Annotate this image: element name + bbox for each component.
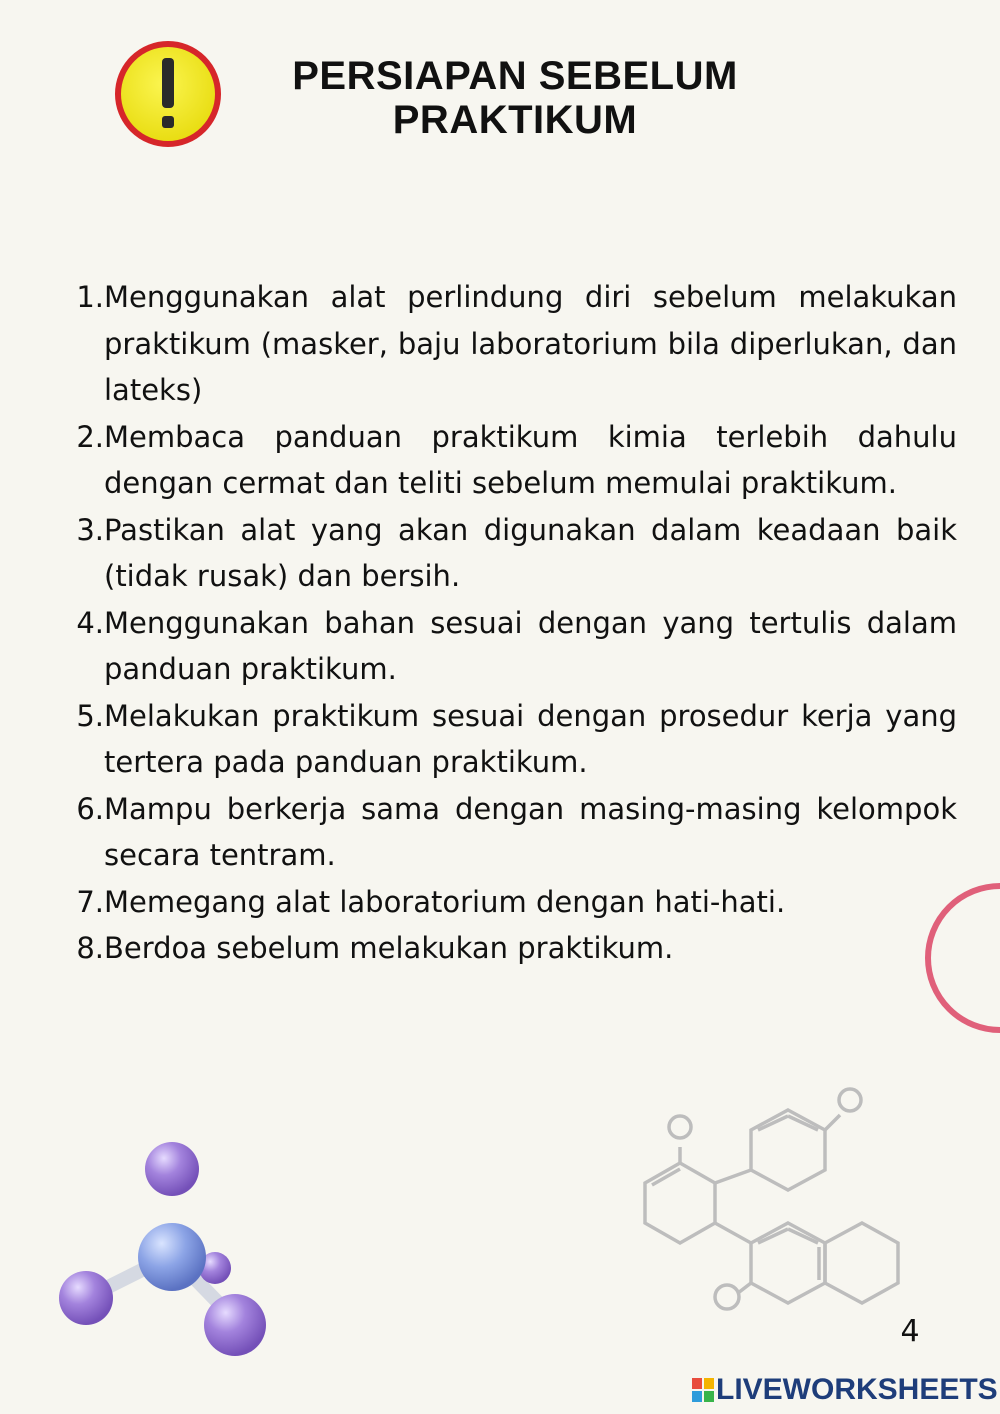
- list-item-text: Membaca panduan praktikum kimia terlebih dahulu dengan cermat dan teliti sebelum memulai praktikum.: [104, 419, 957, 500]
- list-item: [62, 600, 957, 693]
- list-item-text: Pastikan alat yang akan digunakan dalam keadaan baik (tidak rusak) dan bersih.: [104, 512, 957, 593]
- list-item: [62, 786, 957, 879]
- title-line-1: PERSIAPAN SEBELUM: [292, 54, 738, 98]
- list-item: [62, 414, 957, 507]
- list-item: [62, 879, 957, 926]
- list-item-text: Memegang alat laboratorium dengan hati-hati.: [104, 884, 786, 919]
- list-item-number: 1.: [76, 280, 104, 314]
- list-item-text: Berdoa sebelum melakukan praktikum.: [104, 931, 674, 965]
- list-item-number: 4.: [76, 605, 104, 640]
- liveworksheets-brand: [692, 1372, 998, 1408]
- list-item: [62, 507, 957, 600]
- brand-text: LIVEWORKSHEETS: [716, 1373, 998, 1406]
- list-item-number: 7.: [76, 884, 104, 919]
- list-item-text: Melakukan praktikum sesuai dengan prosedur kerja yang tertera pada panduan praktikum.: [104, 698, 957, 779]
- page-number: 4: [900, 1314, 920, 1349]
- page-title: [250, 54, 780, 142]
- list-item-number: 2.: [76, 419, 104, 454]
- list-item-text: Menggunakan bahan sesuai dengan yang tertulis dalam panduan praktikum.: [104, 605, 957, 686]
- molecule-model-icon: [50, 1135, 280, 1365]
- list-item-text: Menggunakan alat perlindung diri sebelum melakukan praktikum (masker, baju laboratorium bila diperlukan, dan lateks): [104, 280, 957, 407]
- list-item-number: 8.: [76, 931, 104, 965]
- list-item: [62, 274, 957, 414]
- title-line-2: PRAKTIKUM: [392, 98, 638, 142]
- exclamation-warning-icon: [114, 40, 222, 148]
- list-item-number: 5.: [76, 698, 104, 733]
- chemical-structure-icon: [630, 1075, 920, 1320]
- list-item-number: 3.: [76, 512, 104, 547]
- liveworksheets-logo-icon: [692, 1378, 714, 1402]
- list-item: [62, 925, 957, 972]
- list-item-text: Mampu berkerja sama dengan masing-masing kelompok secara tentram.: [104, 791, 957, 872]
- rules-list: [62, 274, 957, 972]
- list-item-number: 6.: [76, 791, 104, 826]
- ring-decoration: [924, 882, 1000, 1034]
- list-item: [62, 693, 957, 786]
